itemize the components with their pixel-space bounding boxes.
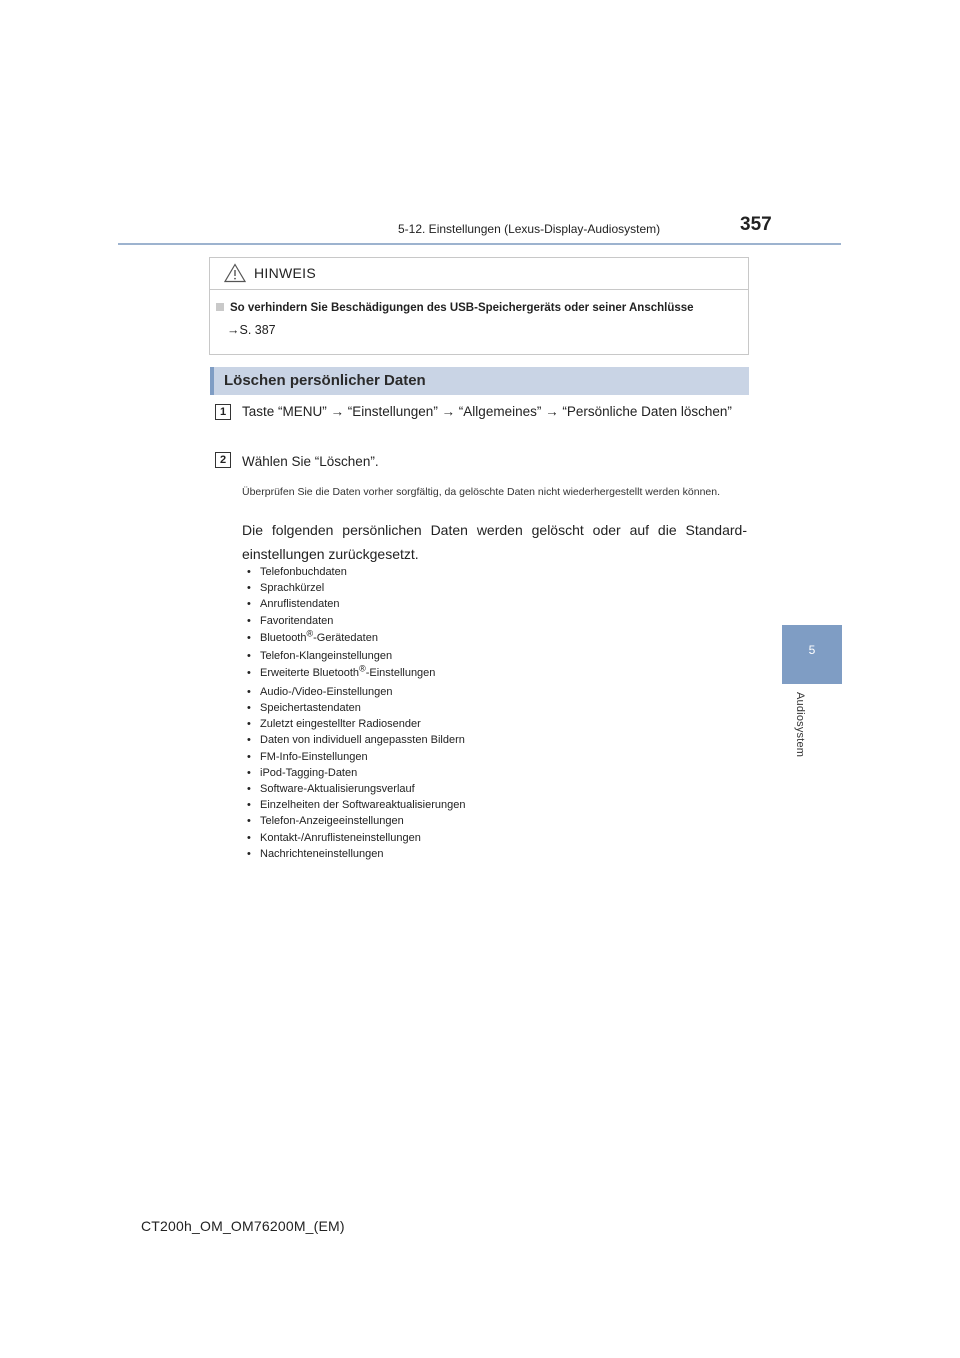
notice-page-reference[interactable]: →S. 387 [227,323,276,337]
list-item: • Einzelheiten der Softwareaktualisierungen [247,797,465,813]
chapter-tab [782,625,842,684]
list-item: • Software-Aktualisierungsverlauf [247,781,465,797]
list-item: • Nachrichteneinstellungen [247,846,465,862]
list-item: • FM-Info-Einstellungen [247,749,465,765]
notice-header [210,258,748,290]
page-number: 357 [740,214,772,235]
header-divider [118,243,841,245]
notice-title: HINWEIS [254,265,316,281]
list-item: • Zuletzt eingestellter Radiosender [247,716,465,732]
list-item: • Bluetooth®-Gerätedaten [247,629,465,648]
section-title: Löschen persönlicher Daten [224,372,426,389]
list-item: • Anruflistendaten [247,596,465,612]
list-item: • Daten von individuell angepassten Bildern [247,732,465,748]
list-item: • Telefonbuchdaten [247,564,465,580]
list-item: • Telefon-Anzeigeeinstellungen [247,813,465,829]
list-item: • Sprachkürzel [247,580,465,596]
warning-note: Überprüfen Sie die Daten vorher sorgfältig, da gelöschte Daten nicht wiederhergestellt werden können. [242,486,721,498]
section-heading-bar [210,367,749,395]
list-item: • Favoritendaten [247,613,465,629]
chapter-label: Audiosystem [794,692,806,758]
document-code: CT200h_OM_OM76200M_(EM) [141,1218,345,1234]
chapter-number: 5 [808,643,816,657]
notice-item [216,302,694,314]
notice-item-text: So verhindern Sie Beschädigungen des USB-Speichergeräts oder seiner Anschlüsse [230,302,694,314]
list-item: • Speichertastendaten [247,700,465,716]
notice-box [209,257,749,355]
step-number-badge: 1 [215,404,231,420]
list-item: • Audio-/Video-Einstellungen [247,684,465,700]
list-item: • Erweiterte Bluetooth®-Einstellungen [247,664,465,683]
list-item: • iPod-Tagging-Daten [247,765,465,781]
step-text: Taste “MENU” → “Einstellungen” → “Allgemeines” → “Persönliche Daten löschen” [242,404,732,419]
step-number-badge: 2 [215,452,231,468]
deletion-description: Die folgenden persönlichen Daten werden gelöscht oder auf die Standard-einstellungen zurückgesetzt. [242,522,747,562]
step-text: Wählen Sie “Löschen”. [242,454,379,469]
header-section-title: 5-12. Einstellungen (Lexus-Display-Audiosystem) [398,222,661,236]
list-item: • Telefon-Klangeinstellungen [247,648,465,664]
list-item: • Kontakt-/Anruflisteneinstellungen [247,830,465,846]
square-bullet-icon [216,303,224,311]
deleted-data-list [247,564,465,862]
warning-icon [224,263,246,283]
